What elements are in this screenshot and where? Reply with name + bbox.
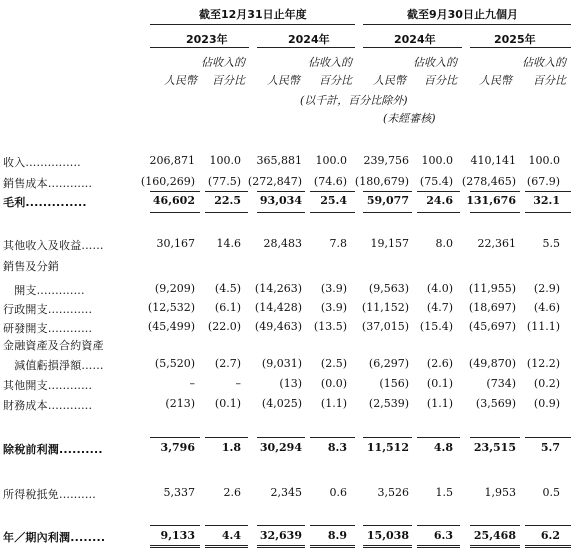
cell-amount: – [189,377,195,390]
row-label [3,377,92,393]
cell-percent: (0.1) [426,377,453,390]
cell-amount: 11,512 [366,441,409,454]
cell-amount: (278,465) [461,175,516,188]
cell-percent: (0.1) [214,397,241,410]
row-label-leader: ...... [81,359,104,372]
row-label-leader: ............ [47,303,93,316]
row-label [3,337,104,353]
row-label-leader: ........ [70,531,106,544]
cell-amount: (12,532) [147,301,195,314]
cell-amount: 59,077 [366,194,409,207]
total-rule [205,525,248,526]
row-label-leader: .............. [25,196,87,209]
cell-percent: 100.0 [315,154,347,167]
cell-percent: (2.6) [426,357,453,370]
row-label-text: 其他開支 [3,379,48,392]
header-group-rule [363,24,571,25]
cell-percent: (3.9) [320,301,347,314]
total-rule [257,525,305,526]
table-row [0,529,583,545]
column-header-pct-line2: 百分比 [533,74,566,87]
header-group-nine-months: 截至9月30日止九個月 [407,8,518,21]
cell-percent: (4.0) [426,282,453,295]
row-label [3,397,92,413]
cell-percent: 32.1 [533,194,560,207]
column-header-pct-line1: 佔收入的 [522,56,566,69]
cell-percent: (15.4) [419,320,453,333]
total-rule [150,525,200,526]
cell-percent: 1.8 [221,441,241,454]
cell-percent: 0.5 [542,486,560,499]
cell-percent: 24.6 [426,194,453,207]
table-row [0,320,583,336]
row-label-leader: ............ [47,177,93,190]
cell-percent: (4.6) [533,301,560,314]
row-label-leader: ............ [47,379,93,392]
total-rule [310,525,355,526]
grand-total-double-rule [470,545,520,548]
cell-percent: (22.0) [207,320,241,333]
cell-percent: (2.5) [320,357,347,370]
total-rule [525,525,571,526]
table-row [0,175,583,191]
cell-percent: 5.5 [542,237,560,250]
header-year-2024: 2024年 [288,33,330,46]
cell-percent: 8.9 [327,529,347,542]
cell-percent: (3.9) [320,282,347,295]
total-rule [363,212,412,213]
cell-amount: 23,515 [473,441,516,454]
cell-percent: 6.3 [433,529,453,542]
row-label-text: 行政開支 [3,303,48,316]
cell-percent: – [235,377,241,390]
grand-total-double-rule [525,545,571,548]
table-row [0,397,583,413]
header-year-2024-nine-months: 2024年 [394,33,436,46]
cell-percent: 8.3 [327,441,347,454]
cell-amount: (9,031) [261,357,302,370]
cell-percent: (1.1) [426,397,453,410]
cell-amount: 206,871 [149,154,195,167]
table-row [0,237,583,253]
cell-amount: 239,756 [363,154,409,167]
cell-percent: (4.5) [214,282,241,295]
grand-total-double-rule [257,545,305,548]
row-label-text: 除稅前利潤 [3,443,59,456]
column-header-rmb: 人民幣 [479,74,512,87]
row-label-leader: .......... [59,443,103,456]
table-row [0,486,583,502]
table-row [0,282,583,298]
total-rule [417,437,460,438]
header-year-rule [470,47,571,48]
cell-percent: (74.6) [313,175,347,188]
cell-percent: 5.7 [540,441,560,454]
cell-amount: (3,569) [475,397,516,410]
cell-percent: (0.0) [320,377,347,390]
total-rule [417,525,460,526]
total-rule [310,212,355,213]
column-header-pct-line2: 百分比 [424,74,457,87]
cell-percent: 4.8 [433,441,453,454]
table-row [0,357,583,373]
total-rule [417,212,460,213]
cell-amount: 28,483 [263,237,302,250]
grand-total-double-rule [310,545,355,548]
cell-amount: 365,881 [256,154,302,167]
cell-amount: 1,953 [484,486,516,499]
row-label [3,237,104,253]
total-rule [150,212,200,213]
row-label-text: 金融資產及合約資產 [3,339,104,352]
cell-amount: (11,955) [468,282,516,295]
cell-amount: 46,602 [152,194,195,207]
cell-amount: (49,463) [254,320,302,333]
row-label-leader: .......... [59,488,96,501]
cell-percent: 1.5 [435,486,453,499]
table-row [0,194,583,210]
cell-amount: 30,167 [156,237,195,250]
header-year-2025: 2025年 [494,33,536,46]
total-rule [525,437,571,438]
cell-amount: 131,676 [466,194,516,207]
header-year-2023: 2023年 [186,33,228,46]
row-label-text: 所得稅抵免 [3,488,59,501]
cell-percent: 14.6 [216,237,241,250]
cell-percent: (11.1) [526,320,560,333]
cell-amount: 93,034 [259,194,302,207]
cell-amount: (45,499) [147,320,195,333]
row-label [3,301,92,317]
total-rule [363,437,412,438]
total-rule [470,525,520,526]
total-rule [470,212,520,213]
cell-amount: 25,468 [473,529,516,542]
header-group-year: 截至12月31日止年度 [199,8,307,21]
total-rule [525,191,571,192]
cell-amount: (49,870) [468,357,516,370]
table-row [0,301,583,317]
table-row [0,154,583,170]
cell-amount: (5,520) [154,357,195,370]
row-label-text: 研發開支 [3,322,48,335]
row-label-text: 收入 [3,156,26,169]
row-label-text: 開支 [3,284,37,297]
cell-amount: 9,133 [160,529,195,542]
cell-amount: 3,796 [160,441,195,454]
total-rule [257,437,305,438]
cell-amount: 15,038 [366,529,409,542]
total-rule [470,437,520,438]
cell-amount: (18,697) [468,301,516,314]
cell-amount: 5,337 [163,486,195,499]
cell-amount: 32,639 [259,529,302,542]
row-label-leader: ............ [47,322,93,335]
cell-amount: (734) [486,377,516,390]
cell-percent: (2.9) [533,282,560,295]
row-label-leader: ............ [47,399,93,412]
cell-percent: 7.8 [329,237,347,250]
table-row [0,258,583,274]
cell-percent: 8.0 [435,237,453,250]
cell-amount: (2,539) [368,397,409,410]
total-rule [257,212,305,213]
cell-amount: 3,526 [377,486,409,499]
cell-amount: 2,345 [270,486,302,499]
row-label-text: 減值虧損淨額 [3,359,82,372]
total-rule [150,437,200,438]
total-rule [363,191,412,192]
column-header-pct-line1: 佔收入的 [201,56,245,69]
cell-percent: (77.5) [207,175,241,188]
cell-percent: (0.9) [533,397,560,410]
cell-amount: 22,361 [477,237,516,250]
cell-amount: (13) [279,377,302,390]
row-label [3,194,87,210]
header-year-rule [363,47,462,48]
cell-percent: (0.2) [533,377,560,390]
cell-percent: 25.4 [320,194,347,207]
table-row [0,337,583,353]
total-rule [470,191,520,192]
cell-percent: 4.4 [221,529,241,542]
row-label [3,154,81,170]
cell-percent: 100.0 [209,154,241,167]
row-label-text: 毛利 [3,196,26,209]
cell-amount: (4,025) [261,397,302,410]
column-header-pct-line2: 百分比 [212,74,245,87]
cell-percent: (4.7) [426,301,453,314]
cell-percent: 22.5 [214,194,241,207]
unit-note: (以千計，百分比除外) [300,94,408,107]
cell-percent: 0.6 [329,486,347,499]
cell-percent: (13.5) [313,320,347,333]
row-label [3,282,85,298]
column-header-pct-line1: 佔收入的 [308,56,352,69]
cell-percent: (1.1) [320,397,347,410]
total-rule [417,191,460,192]
row-label-text: 年／期內利潤 [3,531,71,544]
cell-percent: (67.9) [526,175,560,188]
cell-amount: (14,263) [254,282,302,295]
cell-amount: (156) [379,377,409,390]
row-label-leader: ............. [36,284,85,297]
row-label-leader: ...... [81,239,104,252]
total-rule [525,212,571,213]
row-label [3,441,103,457]
total-rule [257,191,305,192]
total-rule [205,212,248,213]
row-label-text: 其他收入及收益 [3,239,82,252]
total-rule [205,191,248,192]
row-label [3,258,59,274]
table-row [0,441,583,457]
cell-amount: 30,294 [259,441,302,454]
cell-amount: (45,697) [468,320,516,333]
row-label [3,320,92,336]
total-rule [150,191,200,192]
cell-amount: 410,141 [470,154,516,167]
table-row [0,377,583,393]
cell-amount: (9,209) [154,282,195,295]
cell-amount: (11,152) [361,301,409,314]
column-header-rmb: 人民幣 [373,74,406,87]
cell-amount: (272,847) [247,175,302,188]
cell-percent: (6.1) [214,301,241,314]
cell-amount: (180,679) [354,175,409,188]
cell-percent: (12.2) [526,357,560,370]
row-label [3,175,92,191]
cell-amount: (14,428) [254,301,302,314]
cell-amount: (9,563) [368,282,409,295]
header-group-rule [150,24,355,25]
column-header-rmb: 人民幣 [267,74,300,87]
cell-percent: (2.7) [214,357,241,370]
row-label [3,357,104,373]
row-label-text: 財務成本 [3,399,48,412]
cell-amount: 19,157 [370,237,409,250]
cell-amount: (160,269) [140,175,195,188]
row-label [3,529,105,545]
unaudited-note: (未經審核) [383,112,436,125]
grand-total-double-rule [150,545,200,548]
grand-total-double-rule [417,545,460,548]
total-rule [205,437,248,438]
total-rule [363,525,412,526]
cell-percent: (75.4) [419,175,453,188]
total-rule [310,437,355,438]
cell-percent: 6.2 [540,529,560,542]
cell-percent: 100.0 [421,154,453,167]
cell-amount: (6,297) [368,357,409,370]
row-label [3,486,96,502]
row-label-text: 銷售及分銷 [3,260,59,273]
grand-total-double-rule [205,545,248,548]
header-year-rule [150,47,249,48]
cell-amount: (37,015) [361,320,409,333]
column-header-rmb: 人民幣 [164,74,197,87]
total-rule [310,191,355,192]
grand-total-double-rule [363,545,412,548]
cell-percent: 2.6 [223,486,241,499]
cell-amount: (213) [165,397,195,410]
column-header-pct-line2: 百分比 [319,74,352,87]
row-label-leader: ............... [25,156,81,169]
cell-percent: 100.0 [528,154,560,167]
header-year-rule [257,47,355,48]
row-label-text: 銷售成本 [3,177,48,190]
column-header-pct-line1: 佔收入的 [413,56,457,69]
